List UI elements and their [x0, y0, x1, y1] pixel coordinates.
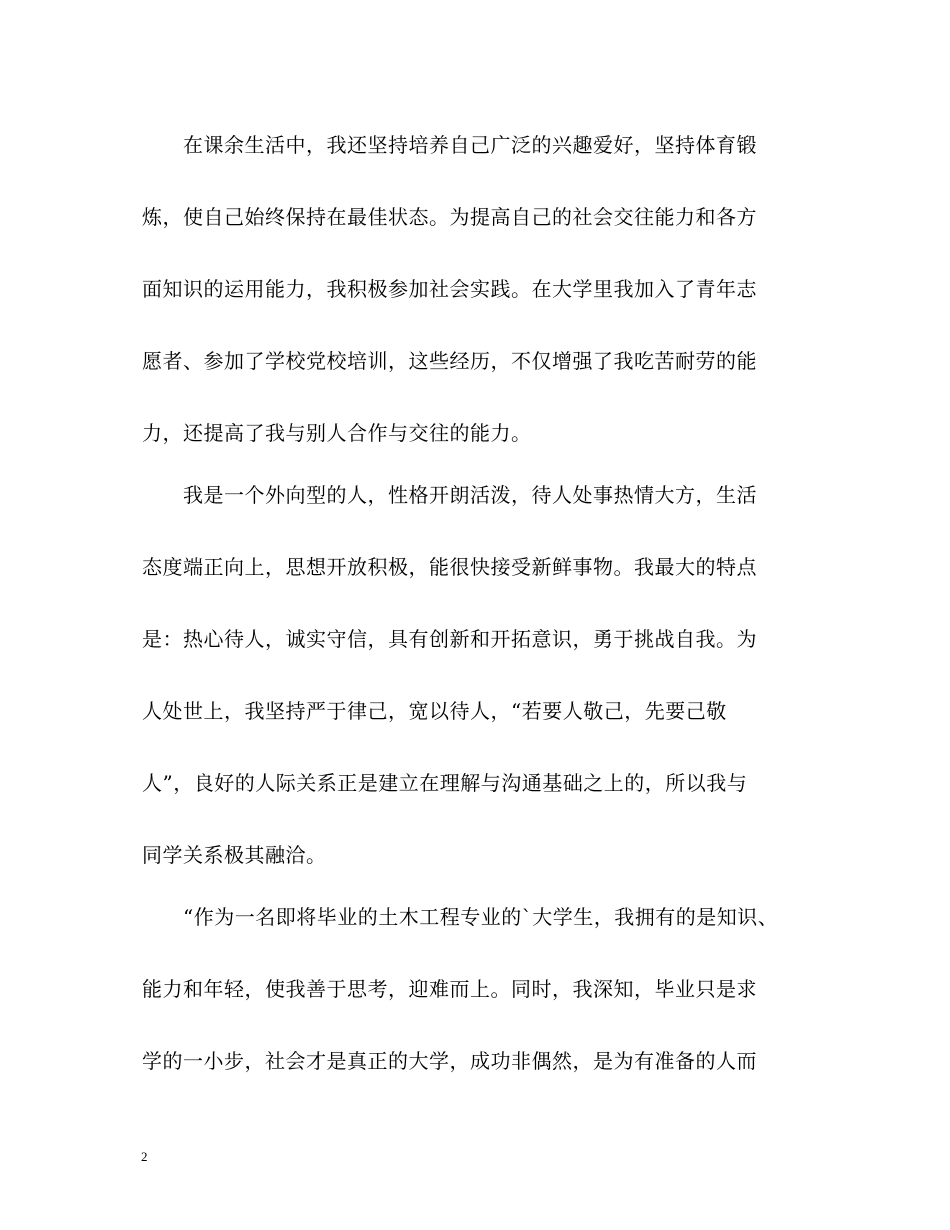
paragraph-2-line-6: 同学关系极其融洽。 [142, 843, 327, 867]
paragraph-2-line-1: 我是一个外向型的人，性格开朗活泼，待人处事热情大方，生活 [183, 483, 757, 507]
paragraph-2-line-3: 是：热心待人，诚实守信，具有创新和开拓意识，勇于挑战自我。为 [142, 627, 757, 651]
paragraph-2-line-4: 人处世上，我坚持严于律己，宽以待人，“若要人敬己，先要己敬 [142, 699, 727, 723]
paragraph-3-line-3: 学的一小步，社会才是真正的大学，成功非偶然，是为有准备的人而 [142, 1049, 757, 1073]
page-number: 2 [141, 1149, 148, 1164]
paragraph-3-line-1: “作为一名即将毕业的土木工程专业的`大学生，我拥有的是知识、 [183, 905, 779, 929]
paragraph-2-line-5: 人”，良好的人际关系正是建立在理解与沟通基础之上的，所以我与 [142, 771, 748, 795]
paragraph-1-line-1: 在课余生活中，我还坚持培养自己广泛的兴趣爱好，坚持体育锻 [183, 133, 757, 157]
paragraph-2-line-2: 态度端正向上，思想开放积极，能很快接受新鲜事物。我最大的特点 [142, 555, 757, 579]
paragraph-1-line-5: 力，还提高了我与别人合作与交往的能力。 [142, 421, 532, 445]
paragraph-1-line-4: 愿者、参加了学校党校培训，这些经历，不仅增强了我吃苦耐劳的能 [142, 349, 757, 373]
paragraph-3-line-2: 能力和年轻，使我善于思考，迎难而上。同时，我深知，毕业只是求 [142, 977, 757, 1001]
paragraph-1-line-3: 面知识的运用能力，我积极参加社会实践。在大学里我加入了青年志 [142, 277, 757, 301]
paragraph-1-line-2: 炼，使自己始终保持在最佳状态。为提高自己的社会交往能力和各方 [142, 205, 757, 229]
